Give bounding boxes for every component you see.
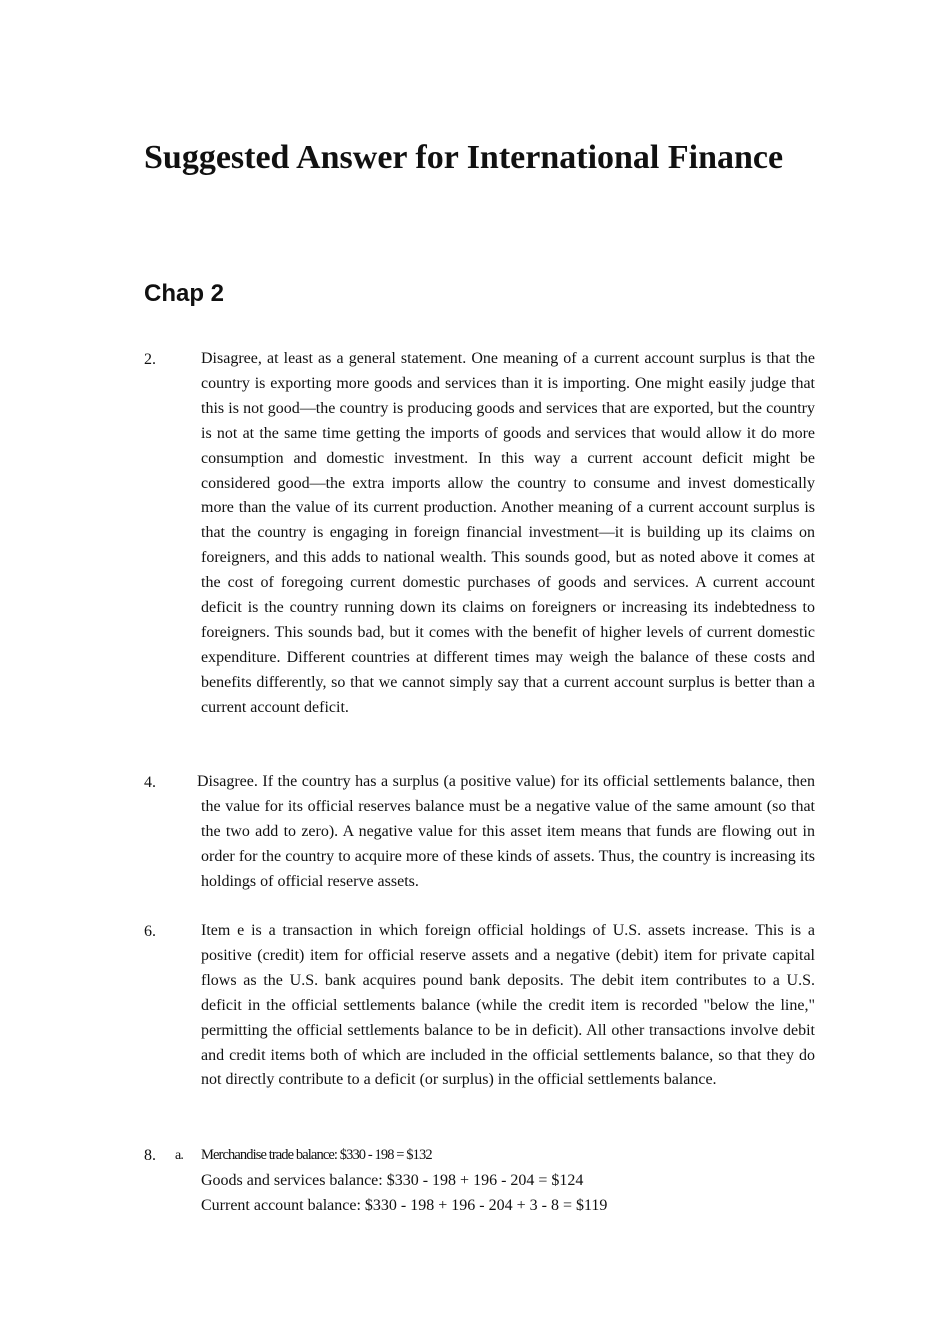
page-title: Suggested Answer for International Finance [144,139,784,176]
chapter-heading: Chap 2 [144,280,225,307]
answer-number: 6. [144,923,156,940]
answer-8 [144,1143,816,1218]
answer-number: 8. [144,1147,156,1164]
answer-text: Disagree, at least as a general statement. One meaning of a current account surplus is that the country is exporting more goods and services than it is importing. One might easily judge that this is not good—the country is producing goods and services that are exported, but the country is not at the same time getting the imports of goods and services that would allow it do more consumption and domestic investment. In this way a current account deficit might be considered good—the extra imports allow the country to consume and invest domestically more than the value of its current production. Another meaning of a current account surplus is that the country is engaging in foreign financial investment—it is building up its claims on foreigners, and this adds to national wealth. This sounds good, but as noted above it comes at the cost of foregoing current domestic purchases of goods and services. A current account deficit is the country running down its claims on foreigners or increasing its indebtedness to foreigners. This sounds bad, but it comes with the benefit of higher levels of current domestic expenditure. Different countries at different times may weigh the balance of these costs and benefits differently, so that we cannot simply say that a current account surplus is better than a current account deficit. [201,350,815,716]
answer-6 [144,919,816,1093]
sub-item-letter: a. [175,1148,184,1163]
answer-number: 2. [144,351,156,368]
answer-4 [144,770,816,895]
answer-number: 4. [144,774,156,791]
current-account-balance-line: Current account balance: $330 - 198 + 196 - 204 + 3 - 8 = $119 [201,1197,608,1214]
goods-services-balance-line: Goods and services balance: $330 - 198 + 196 - 204 = $124 [201,1172,584,1189]
merchandise-trade-balance-line: Merchandise trade balance: $330 - 198 = $132 [201,1147,432,1163]
answer-text: Disagree. If the country has a surplus (a positive value) for its official settlements balance, then the value for its official reserves balance must be a negative value of the same amount (so that the two add to zero). A negative value for this asset item means that funds are flowing out in order for the country to acquire more of these kinds of assets. Thus, the country is increasing its holdings of official reserve assets. [197,773,815,890]
answer-2 [144,347,816,721]
answer-text: Item e is a transaction in which foreign official holdings of U.S. assets increase. This is a positive (credit) item for official reserve assets and a negative (debit) item for private capital flows as the U.S. bank acquires pound bank deposits. The debit item contributes to a U.S. deficit in the official settlements balance (while the credit item is recorded "below the line," permitting the official settlements balance to be in deficit). All other transactions involve debit and credit items both of which are included in the official settlements balance, so that they do not directly contribute to a deficit (or surplus) in the official settlements balance. [201,922,815,1089]
